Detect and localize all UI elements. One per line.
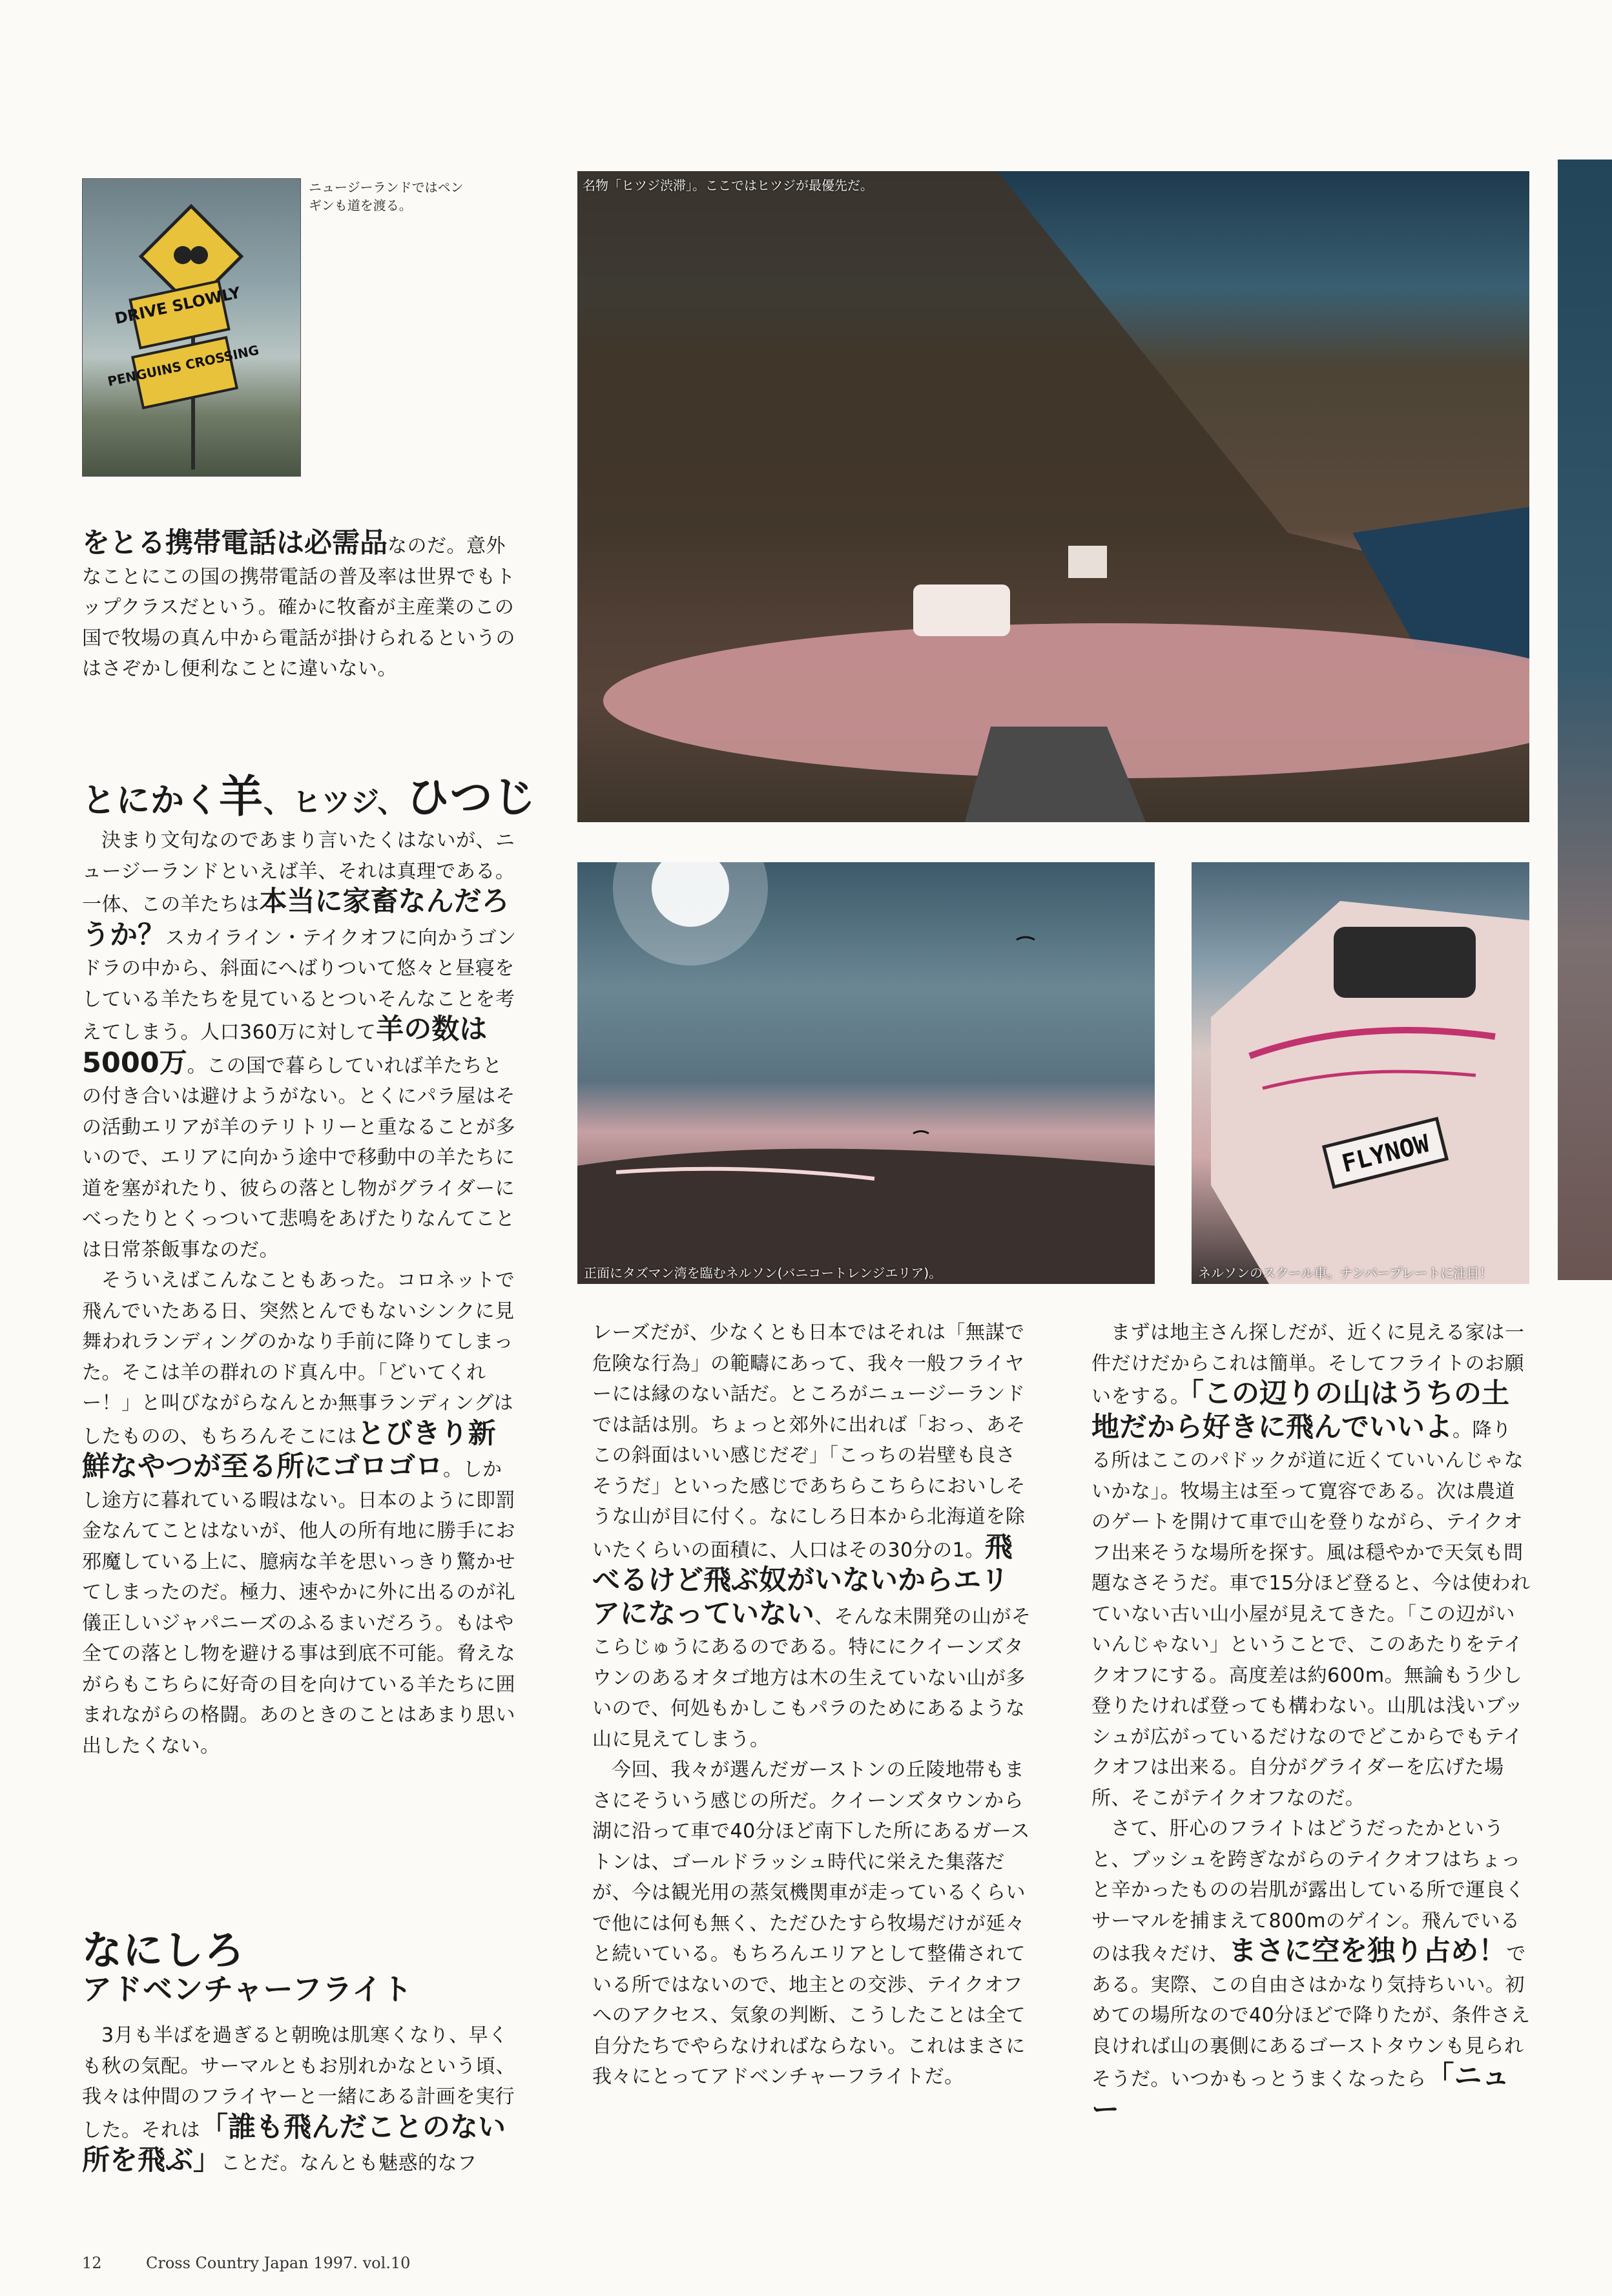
magazine-title: Cross Country Japan 1997. vol.10 <box>146 2254 411 2272</box>
body-text: ことだ。なんとも魅惑的なフ <box>221 2152 477 2175</box>
emphasis-text: とびきり新鮮なやつが至る所にゴロゴロ <box>82 1417 496 1483</box>
sheep-jam-illustration <box>577 171 1529 822</box>
heading-line: アドベンチャーフライト <box>82 1972 413 2007</box>
tasman-bay-caption: 正面にタズマン湾を臨むネルソン(バニコートレンジエリア)。 <box>584 1265 942 1281</box>
emphasis-text: まさに空を独り占め！ <box>1228 1935 1507 1967</box>
emphasis-text: 本当に家畜なんだろうか？ <box>82 885 510 951</box>
heading-part: ひつじ <box>406 772 537 822</box>
body-text: さて、肝心のフライトはどうだったかというと、ブッシュを跨ぎながらのテイクオフはちょっと辛かったものの岩肌が露出している所で運良くサーマルを捕まえて800mのゲイン。飛んでいるのは我々だけ、 <box>1091 1817 1525 1965</box>
emphasis-text: 飛べるけど飛ぶ奴がいないからエリアになっていない <box>592 1531 1013 1630</box>
heading-line: なにしろ <box>82 1927 245 1974</box>
body-text: 。しかし途方に暮れている暇はない。日本のように即罰金なんてことはないが、他人の所有地に勝手にお邪魔している上に、臆病な羊を思いっきり驚かせてしまったのだ。極力、速やかに外に出るのが礼儀正しいジャパニーズのふるまいだろう。もはや全ての落とし物を避ける事は到底不可能。脅えながらもこちらに好奇の目を向けている羊たちに囲まれながらの格闘。あのときのことはあまり思い出したくない。 <box>82 1458 515 1757</box>
license-plate-text: FLYNOW <box>1339 1129 1432 1178</box>
penguin-sign-photo <box>82 178 301 477</box>
tasman-bay-photo <box>577 862 1155 1284</box>
penguin-sign-illustration <box>83 179 300 476</box>
adjacent-page-photo-strip <box>1558 160 1612 1280</box>
school-van-illustration <box>1192 862 1529 1284</box>
body-text: まずは地主さん探しだが、近くに見える家は一件だけだからこれは簡単。そしてフライトのお願いをする。 <box>1091 1321 1525 1408</box>
emphasis-text: 「誰も飛んだことのない所を飛ぶ」 <box>82 2111 506 2177</box>
body-text: 。この国で暮らしていれば羊たちとの付き合いは避けようがない。とくにパラ屋はその活動エリアが羊のテリトリーと重なることが多いので、エリアに向かう途中で移動中の羊たちに道を塞がれたり、彼らの落とし物がグライダーにべったりとくっついて悲鳴をあげたりなんてことは日常茶飯事なのだ。 <box>82 1054 515 1261</box>
column1-intro <box>82 528 521 685</box>
body-text: 。降りる所はここのパドックが道に近くていいんじゃないかな」。牧場主は至って寛容である。次は農道のゲートを開けて車で山を登りながら、テイクオフ出来そうな場所を探す。風は穏やかで天気も問題なさそうだ。車で15分ほど登ると、今は使われていない古い山小屋が見えてきた。「この辺がいいんじゃない」ということで、このあたりをテイクオフにする。高度差は約600m。無論もう少し登りたければ登っても構わない。山肌は浅いブッシュが広がっているだけなのでどこからでもテイクオフは出来る。自分がグライダーを広げた場所、そこがテイクオフなのだ。 <box>1091 1418 1531 1810</box>
emphasis-text: 「この辺りの山はうちの土地だから好きに飛んでいいよ <box>1091 1378 1509 1443</box>
body-text: 今回、我々が選んだガーストンの丘陵地帯もまさにそういう感じの所だ。クイーンズタウンから湖に沿って車で40分ほど南下した所にあるガーストンは、ゴールドラッシュ時代に栄えた集落だが、今は観光用の蒸気機関車が走っているくらいで他には何も無く、ただひたすら牧場だけが延々と続いている。もちろんエリアとして整備されている所ではないので、地主との交渉、テイクオフへのアクセス、気象の判断、こうしたことは全て自分たちでやらなければならない。これはまさに我々にとってアドベンチャーフライトだ。 <box>592 1759 1031 2088</box>
body-text: 、そんな未開発の山がそこらじゅうにあるのである。特ににクイーンズタウンのあるオタゴ地方は木の生えていない山が多いので、何処もかしこもパラのためにあるような山に見えてしまう。 <box>592 1605 1031 1751</box>
sign-bottom-text: PENGUINS CROSSING <box>106 342 261 389</box>
body-text: そういえばこんなこともあった。コロネットで飛んでいたある日、突然とんでもないシンクに見舞われランディングのかなり手前に降りてしまった。そこは羊の群れのド真ん中。「どいてくれー！」と叫びながらなんとか無事ランディングはしたものの、もちろんそこには <box>82 1269 515 1448</box>
section-heading-sheep <box>82 762 537 825</box>
column1-body <box>82 825 521 1761</box>
emphasis-text: 羊の数は5000万 <box>82 1013 488 1079</box>
body-text: スカイライン・テイクオフに向かうゴンドラの中から、斜面にへばりついて悠々と昼寝をしている羊たちを見ているとついそんなことを考えてしまう。人口360万に対して <box>82 926 517 1044</box>
sheep-jam-photo <box>577 171 1529 822</box>
body-text: 3月も半ばを過ぎると朝晩は肌寒くなり、早くも秋の気配。サーマルともお別れかなという頃、我々は仲間のフライヤーと一緒にある計画を実行した。それは <box>82 2024 515 2142</box>
school-van-photo <box>1192 862 1529 1284</box>
body-text: である。実際、この自由さはかなり気持ちいい。初めての場所なので40分ほどで降りたが、条件さえ良ければ山の裏側にあるゴーストタウンも見られそうだ。いつかもっとうまくなったら <box>1091 1943 1531 2091</box>
sign-top-text: DRIVE SLOWLY <box>113 284 242 328</box>
page-number: 12 <box>82 2254 102 2272</box>
emphasis-text: をとる携帯電話は必需品 <box>82 527 388 559</box>
heading-part: 、ヒツジ、 <box>264 786 407 819</box>
body-text: 決まり文句なのであまり言いたくはないが、ニュージーランドといえば羊、それは真理である。一体、この羊たちは <box>82 829 515 916</box>
heading-part: とにかく <box>82 781 220 820</box>
section-heading-adventure <box>82 1927 413 2009</box>
school-van-caption: ネルソンのスクール車。ナンバープレートに注目！ <box>1198 1265 1493 1281</box>
column1-tail <box>82 2020 521 2179</box>
sheep-jam-caption: 名物「ヒツジ渋滞」。ここではヒツジが最優先だ。 <box>583 178 873 193</box>
tasman-bay-illustration <box>577 862 1155 1284</box>
column3-body <box>1091 1318 1531 2128</box>
emphasis-text: 「ニュー <box>1091 2060 1510 2126</box>
body-text: レーズだが、少なくとも日本ではそれは「無謀で危険な行為」の範疇にあって、我々一般フライヤーには縁のない話だ。ところがニュージーランドでは話は別。ちょっと郊外に出れば「おっ、あそこの斜面はいい感じだぞ」「こっちの岩壁も良さそうだ」といった感じであちらこちらにおいしそうな山が目に付く。なにしろ日本から北海道を除いたくらいの面積に、人口はその30分の1。 <box>592 1321 1026 1562</box>
column2-body <box>592 1318 1031 2093</box>
heading-part: 羊 <box>219 772 264 823</box>
intro-text: なのだ。意外なことにこの国の携帯電話の普及率は世界でもトップクラスだという。確かに牧畜が主産業のこの国で牧場の真ん中から電話が掛けられるというのはさぞかし便利なことに違いない。 <box>82 535 515 680</box>
penguin-caption: ニュージーランドではペンギンも道を渡る。 <box>309 180 464 213</box>
